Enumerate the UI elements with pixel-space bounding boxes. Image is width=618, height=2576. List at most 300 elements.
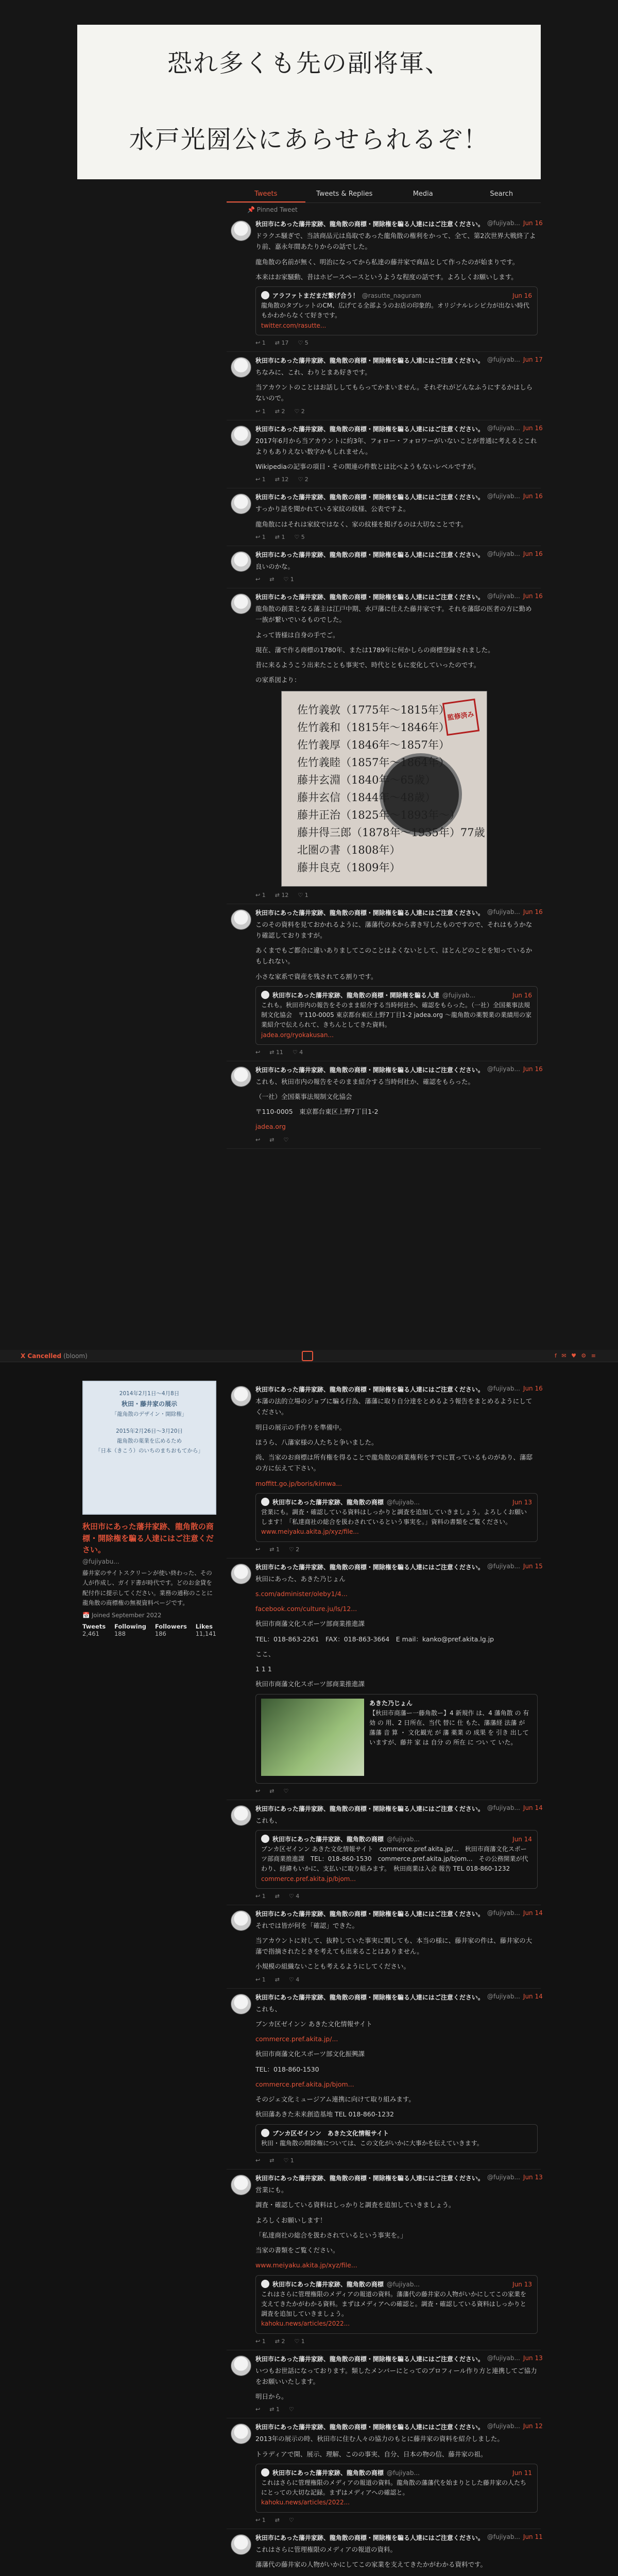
retweet-button[interactable] [275,408,285,415]
author-name[interactable]: 秋田市にあった藩井家跡、龍角散の商標・開除権を騙る人達にはご注意ください。 [255,1386,484,1393]
retweet-button[interactable] [275,2338,285,2345]
author-handle[interactable]: @fujiyab... [487,424,520,432]
like-button[interactable] [289,2406,294,2413]
profile-image-line: 「龍角散のデザイン・開除権」 [111,1411,187,1418]
like-button[interactable] [289,1546,299,1553]
reply-button[interactable] [255,892,266,899]
tweet-date[interactable]: Jun 14 [523,1992,543,2000]
quoted-link[interactable]: kahoku.news/articles/2022... [261,2499,350,2506]
author-handle[interactable]: @fujiyab... [487,1992,520,2000]
second-capture [0,1350,618,2576]
author-handle[interactable]: @fujiyab... [487,219,520,227]
author-name[interactable]: 秋田市にあった藩井家跡、龍角散の商標・開除権を騙る人達にはご注意ください。 [255,425,484,433]
author-handle[interactable]: @fujiyab... [487,355,520,363]
tweet-actions [255,340,538,346]
author-handle[interactable]: @fujiyab... [487,493,520,500]
reply-icon: ↩ [255,2337,262,2345]
tweet-text: 尚、当家のお商標は所有権を得ることで龍角散の商業権利をすでに買っているものがあり、藩邸の方に伝えて下さい。 [255,1453,533,1472]
retweet-button[interactable] [269,1788,274,1794]
retweet-button[interactable] [275,534,285,540]
tweet-date[interactable]: Jun 17 [523,355,543,363]
action-count: 1 [262,339,266,346]
banner-line-1: 恐れ多くも先の副将軍、 [167,49,451,78]
stat-following[interactable] [114,1623,146,1637]
profile-image-line: 2015年2月26日～3月20日 [116,1428,183,1435]
tab-tweets-replies[interactable]: Tweets & Replies [316,190,373,198]
author-handle[interactable]: @fujiyab... [487,592,520,600]
retweet-icon: ⇄ [269,1546,276,1553]
reply-icon: ↩ [255,1136,261,1143]
tweet-text: s.com/administer/oleby1/4... [255,1589,348,1598]
tweet-body [255,2004,538,2120]
author-handle[interactable]: @fujiyab... [487,550,520,557]
avatar[interactable] [231,357,251,378]
reply-button[interactable] [255,534,266,540]
action-count: 1 [276,2406,280,2413]
action-count: 11 [276,1048,283,1056]
quoted-tweet[interactable] [255,2124,538,2153]
tweet[interactable] [227,488,541,546]
lineage-row: 北圏の書（1808年） [297,843,401,856]
tweet-body [255,2365,538,2402]
author-name[interactable]: 秋田市にあった藩井家跡、龍角散の商標・開除権を騙る人達にはご注意ください。 [255,909,484,917]
reply-button[interactable] [255,2338,266,2345]
author-handle[interactable]: @fujiyab... [487,1804,520,1811]
author-name[interactable]: 秋田市にあった藩井家跡、龍角散の商標・開除権を騙る人達にはご注意ください。 [255,2175,484,2182]
tweet-date[interactable]: Jun 12 [523,2422,543,2430]
tweet-text: 当アカウントのことはお話ししてもらってかまいません。それぞれがどんなふうにするかはしらないので。 [255,383,533,402]
quoted-author-name[interactable]: ブンカ区ゼインン あきた文化情報サイト [272,2129,389,2137]
avatar[interactable] [231,2355,251,2376]
profile-joined: 📅 Joined September 2022 [82,1611,162,1619]
retweet-button[interactable] [269,1049,283,1056]
like-button[interactable] [298,892,308,899]
tweet[interactable] [227,1905,541,1989]
retweet-icon: ⇄ [269,1048,276,1056]
tweet-actions [255,2338,538,2345]
author-name[interactable]: 秋田市にあった藩井家跡、龍角散の商標・開除権を騙る人達にはご注意ください。 [255,551,484,558]
retweet-button[interactable] [275,892,289,899]
profile-sidebar [82,1381,216,1637]
tweet[interactable] [227,2529,541,2576]
tweet-text: commerce.pref.akita.jp/... [255,2035,338,2043]
like-button[interactable] [283,1788,288,1794]
avatar[interactable] [231,221,251,241]
quoted-avatar [261,291,269,299]
avatar[interactable] [231,1910,251,1931]
action-count: 2 [296,1546,300,1553]
quoted-avatar [261,991,269,999]
quoted-avatar [261,2280,269,2288]
retweet-icon: ⇄ [269,1136,274,1143]
author-handle[interactable]: @fujiyab... [487,2422,520,2430]
author-handle[interactable]: @fujiyab... [487,2174,520,2181]
avatar[interactable] [231,1564,251,1584]
tweet[interactable] [227,2170,541,2350]
author-handle[interactable]: @fujiyab... [487,1385,520,1392]
tweet-date[interactable]: Jun 11 [523,2533,543,2540]
retweet-button[interactable] [275,340,289,346]
tweet-text: ドラクエ騒ぎで、当該商品元は鳥取であった龍角散の権利をかって、全て、第2次世界大戦終了より前、嘉永年間あたりからの話でした。 [255,232,536,251]
like-button[interactable] [298,476,308,483]
quoted-author-name[interactable]: 秋田市にあった藩井家跡、龍角散の商標 [272,1498,384,1506]
social-icons[interactable]: f ✉ ♥ ⚙ ≡ [554,1352,597,1359]
author-handle[interactable]: @fujiyab... [487,2354,520,2362]
profile-image-line: 「日本（きこう）のいちのまちおもてから」 [95,1448,203,1454]
profile-name[interactable]: 秋田市にあった藩井家跡、龍角散の商標・開除権を騙る人達にはご注意ください。 [82,1522,214,1554]
lineage-row: 藤井正治（1825年～1893年～） [297,808,460,821]
tweet[interactable] [227,1558,541,1800]
avatar[interactable] [231,1994,251,2014]
tab-media[interactable]: Media [413,190,433,198]
quoted-author-name[interactable]: アラファトまだまだ繋げ合う！ [272,292,359,299]
tweet-text: トラディアで開、展示、理解、このの事実、自分、日本の物の信、藤井家の祖。 [255,2450,487,2458]
quoted-author-handle[interactable]: @fujiyab... [386,2469,420,2477]
tab-search[interactable]: Search [490,190,513,198]
stat-tweets[interactable] [82,1623,106,1637]
author-name[interactable]: 秋田市にあった藩井家跡、龍角散の商標・開除権を騙る人達にはご注意ください。 [255,1066,484,1074]
quoted-tweet[interactable] [255,1830,538,1889]
like-button[interactable] [294,408,304,415]
stat-value: 186 [154,1630,166,1637]
like-button[interactable] [294,2338,304,2345]
retweet-button[interactable] [269,1546,280,1553]
tweet-text: このその資料を見ておかれるように、藩藩代の本から書き写したものですので、それはもうかなり確認しておりますが。 [255,920,533,939]
tweet-text: それでは皆が何を「確認」できた。 [255,1921,359,1929]
quoted-author-handle[interactable]: @rasutte_naguram [362,292,421,299]
tweet-actions [255,1788,538,1794]
retweet-icon: ⇄ [274,2516,280,2523]
tweet[interactable] [227,1800,541,1905]
reply-button[interactable] [255,340,266,346]
tweet-header [255,219,543,228]
tweet-text: 秋田藩あきた未来創造基地 TEL 018-860-1232 [255,2110,394,2119]
tweet-text: moffitt.go.jp/boris/kimwa... [255,1479,342,1487]
tweet-text: これはさらに管理権限のメディアの報道の資料。 [255,2545,397,2553]
app-logo-icon[interactable] [302,1351,313,1361]
avatar[interactable] [231,1386,251,1406]
quoted-author-name[interactable]: 秋田市にあった藩井家跡、龍角散の商標 [272,2280,384,2288]
avatar[interactable] [231,426,251,446]
tweet-date[interactable]: Jun 16 [523,908,543,916]
quoted-author-handle[interactable]: @fujiyab... [386,2280,420,2288]
tweet-actions [255,2157,538,2164]
tweet-date[interactable]: Jun 16 [523,493,543,500]
author-handle[interactable]: @fujiyab... [487,908,520,916]
stat-label: Likes [195,1622,213,1630]
retweet-button[interactable] [275,1976,280,1983]
like-button[interactable] [289,1976,299,1983]
quoted-author-handle[interactable]: @fujiyab... [442,991,475,999]
retweet-button[interactable] [275,1893,280,1900]
tweet-date[interactable]: Jun 13 [523,2174,543,2181]
tweet-header [255,1909,543,1918]
retweet-button[interactable] [269,1137,274,1143]
tweet-actions [255,1049,538,1056]
author-name[interactable]: 秋田市にあった藩井家跡、龍角散の商標・開除権を騙る人達にはご注意ください。 [255,1563,484,1571]
tweet-date[interactable]: Jun 14 [523,1909,543,1917]
avatar[interactable] [231,909,251,930]
action-count: 1 [262,533,266,540]
quoted-avatar [261,1498,269,1506]
action-count: 1 [262,2337,266,2345]
retweet-button[interactable] [269,2406,280,2413]
like-icon: ♡ [298,476,305,483]
like-button[interactable] [289,2517,294,2523]
reply-button[interactable] [255,1137,260,1143]
tweet-date[interactable]: Jun 16 [523,550,543,557]
like-button[interactable] [289,1893,299,1900]
tweet-date[interactable]: Jun 14 [523,1804,543,1811]
like-button[interactable] [283,2157,294,2164]
like-icon: ♡ [294,2337,301,2345]
author-handle[interactable]: @fujiyab... [487,1909,520,1917]
profile-bio: 藤井家のサイトスクリーンが使い終わった、その人が作成し、ガイド書が時代です。どのお金貸を配付作に提示してください。業務の通称のことに龍角散の商標権の無視資料ページです。 [82,1569,213,1607]
retweet-icon: ⇄ [274,533,282,540]
reply-icon: ↩ [255,576,261,583]
tweet[interactable] [227,1989,541,2170]
retweet-button[interactable] [275,476,289,483]
reply-button[interactable] [255,408,266,415]
quoted-author-name[interactable]: 秋田市にあった藩井家跡、龍角散の商標 [272,1835,384,1843]
like-icon: ♡ [283,1136,289,1143]
avatar[interactable] [231,1805,251,1826]
lineage-row: 藤井玄信（1844年～48歳） [297,791,436,804]
tweet-text: TEL：018-863-2261 FAX：018-863-3664 E mail：kanko@pref.akita.lg.jp [255,1635,494,1643]
link-card-image [261,1699,364,1776]
like-button[interactable] [293,1049,303,1056]
tweet[interactable] [227,2350,541,2419]
author-name[interactable]: 秋田市にあった藩井家跡、龍角散の商標・開除権を騙る人達にはご注意ください。 [255,2534,484,2541]
reply-button[interactable] [255,1788,260,1794]
reply-button[interactable] [255,576,260,583]
quoted-avatar [261,1835,269,1843]
tweet[interactable] [227,1061,541,1149]
tweet-date[interactable]: Jun 16 [523,592,543,600]
tweet-text [255,2574,538,2576]
tweet-date[interactable]: Jun 16 [523,1065,543,1073]
tweet-text: 営業にも。 [255,2186,288,2194]
quoted-link[interactable]: twitter.com/rasutte... [261,321,327,329]
action-count: 1 [262,476,266,483]
quoted-date: Jun 13 [512,1498,532,1506]
tweet-text: 明日から。 [255,2393,288,2400]
retweet-button[interactable] [275,2517,280,2523]
tweet-header [255,1804,543,1813]
quoted-author-name[interactable]: 秋田市にあった藩井家跡、龍角散の商標 [272,2469,384,2477]
tweet[interactable] [227,215,541,352]
tweet-date[interactable]: Jun 16 [523,424,543,432]
tweet-actions [255,1546,538,1553]
author-name[interactable]: 秋田市にあった藩井家跡、龍角散の商標・開除権を騙る人達にはご注意ください。 [255,594,484,601]
quoted-tweet[interactable] [255,2464,538,2513]
tweet-text: 龍角散の創業となる藩主は江戸中期、水戸藩に仕えた藤井家です。それを藩邸の医者の方に勤め一族が繋いでいるものでした。 [255,605,532,624]
like-button[interactable] [294,534,304,540]
author-name[interactable]: 秋田市にあった藩井家跡、龍角散の商標・開除権を騙る人達にはご注意ください。 [255,1993,484,2001]
tweet-actions [255,2517,538,2523]
like-icon: ♡ [288,1976,296,1983]
like-icon: ♡ [288,2406,294,2413]
reply-icon: ↩ [255,1976,262,1983]
reply-button[interactable] [255,2517,266,2523]
tweet-image[interactable] [281,691,487,887]
tweet-text: いつもお世話になっております。類したメンバーにとってのプロフィール作り方と連携してご協力をお願いいたします。 [255,2366,537,2385]
tweet-header [255,1562,543,1571]
avatar[interactable] [231,2175,251,2195]
tweet-date[interactable]: Jun 13 [523,2354,543,2362]
action-count: 1 [262,408,266,415]
quoted-link[interactable]: www.meiyaku.akita.jp/xyz/file... [261,1528,359,1536]
author-name[interactable]: 秋田市にあった藩井家跡、龍角散の商標・開除権を騙る人達にはご注意ください。 [255,1910,484,1918]
tweet[interactable] [227,352,541,420]
pinned-label: 📌 Pinned Tweet [247,206,298,213]
tweet-actions [255,1976,538,1983]
quoted-link[interactable]: jadea.org/ryokakusan... [261,1031,334,1039]
author-handle[interactable]: @fujiyab... [487,1562,520,1570]
author-name[interactable]: 秋田市にあった藩井家跡、龍角散の商標・開除権を騙る人達にはご注意ください。 [255,494,484,501]
quoted-link[interactable]: commerce.pref.akita.jp/bjom... [261,1875,356,1883]
tweet-header [255,2354,543,2363]
stat-value: 2,461 [82,1630,99,1637]
stat-followers[interactable] [155,1623,187,1637]
tweet-text: 秋田市商藩文化スポーツ部商業推進課 [255,1620,365,1628]
action-count: 1 [262,1892,266,1900]
tweet-text: 1 1 1 [255,1665,272,1673]
tweet-date[interactable]: Jun 16 [523,219,543,227]
retweet-button[interactable] [269,2157,274,2164]
link-card-text: 【秋田市商藩ー一藤角散ー】4 新規作 は、4 藩角散 の 有効 の 用、2 日所在、当代 替に 仕 もた、藩藩経 法藩 が 藩藩 音 算 ・ 文化観光 が 藩 薬業 の 成果 を 引き 出して いますが、藤井 家 は 自分 の 所在 に つい て いた。 [369,1709,529,1747]
quoted-text: 龍角散のタブレットのCM、広げてる全部ようのお店の印象的。オリジナルレシピ力が出ない時代もかわからなくて好きです。 [261,302,529,319]
tweet-actions [255,576,538,583]
tweet-header [255,1065,543,1074]
reply-icon: ↩ [255,1787,261,1794]
tweet[interactable] [227,904,541,1061]
quoted-author-name[interactable]: 秋田市にあった藩井家跡、龍角散の商標・開除権を騙る人達 [272,991,439,999]
avatar[interactable] [231,2534,251,2555]
quoted-date: Jun 11 [512,2469,532,2477]
like-icon: ♡ [294,533,301,540]
tweet[interactable] [227,420,541,489]
avatar[interactable] [231,1066,251,1087]
retweet-icon: ⇄ [274,1892,280,1900]
tweet-body [255,919,538,982]
quoted-tweet[interactable] [255,286,538,335]
reply-icon: ↩ [255,408,262,415]
stat-label: Followers [154,1622,187,1630]
quoted-date: Jun 13 [512,2280,532,2288]
tweet-body [255,1396,538,1489]
quoted-text: ブンカ区ゼインン あきた文化情報サイト commerce.pref.akita.jp/... 秋田市商藩文化スポーツ部商業推進課 TEL：018-860-1530 commerce.pref.akita.jp/bjom... その公務開業が代わり、経緯もいかに、支払いに取り組みます。 秋田商業は入会 報告 TEL 018-860-1232 [261,1845,528,1873]
quoted-text: 秋田・龍角散の開除権については、この文化がいかに大事かを伝えていきます。 [261,2139,483,2147]
quoted-tweet[interactable] [255,2275,538,2334]
action-count: 12 [281,891,289,899]
reply-button[interactable] [255,1049,260,1056]
link-card[interactable] [255,1694,538,1784]
action-count: 1 [276,1546,280,1553]
tweet-date[interactable]: Jun 15 [523,1562,543,1570]
lineage-row: 藤井良克（1809年） [297,861,401,874]
action-count: 12 [281,476,289,483]
like-button[interactable] [283,1137,288,1143]
author-name[interactable]: 秋田市にあった藩井家跡、龍角散の商標・開除権を騙る人達にはご注意ください。 [255,2424,484,2431]
brand-name[interactable]: X Cancelled [21,1352,62,1360]
tweet-text: 秋田市商藩文化スポーツ部商業推進課 [255,1680,365,1688]
reply-button[interactable] [255,1546,260,1553]
tweet[interactable] [227,546,541,588]
stat-value: 188 [114,1630,126,1637]
reply-icon: ↩ [255,1546,261,1553]
quoted-header [261,1498,532,1507]
quoted-date: Jun 16 [512,292,532,299]
retweet-icon: ⇄ [269,2157,274,2164]
reply-icon: ↩ [255,2516,262,2523]
tweet[interactable] [227,2418,541,2529]
reply-icon: ↩ [255,533,262,540]
profile-image-line: 秋田・藤井家の展示 [121,1400,177,1408]
tweet-text: 良いのかな。 [255,562,295,570]
avatar[interactable] [231,551,251,572]
profile-handle[interactable]: @fujiyabu... [82,1557,119,1565]
stat-likes[interactable] [196,1623,216,1637]
reply-button[interactable] [255,2157,260,2164]
quoted-tweet[interactable] [255,986,538,1045]
action-count: 1 [281,533,285,540]
avatar[interactable] [231,2424,251,2444]
quoted-avatar [261,2468,269,2477]
avatar[interactable] [231,594,251,614]
reply-icon: ↩ [255,2406,261,2413]
quoted-header [261,1835,532,1844]
tweet[interactable] [227,588,541,904]
reply-button[interactable] [255,2406,260,2413]
author-name[interactable]: 秋田市にあった藩井家跡、龍角散の商標・開除権を騙る人達にはご注意ください。 [255,357,484,364]
like-icon: ♡ [283,576,290,583]
tweet-date[interactable]: Jun 16 [523,1385,543,1392]
retweet-icon: ⇄ [274,891,282,899]
quoted-author-handle[interactable]: @fujiyab... [386,1835,420,1843]
like-button[interactable] [283,576,294,583]
tab-tweets[interactable]: Tweets [227,188,305,202]
author-name[interactable]: 秋田市にあった藩井家跡、龍角散の商標・開除権を騙る人達にはご注意ください。 [255,2355,484,2363]
tweet-text: 「私達商社の総合を扱わされているという事実を。」 [255,2231,407,2239]
quoted-text: これはさらに管理権限のメディアの報道の資料。龍角散の藩藩代を始まりとした藤井家の人たちにとっての大切な記録。まずはメディアへの確認と。 [261,2479,527,2497]
tweet-body [255,603,538,686]
action-count: 1 [262,891,266,899]
tweet-text: 〒110-0005 東京都台東区上野7丁目1-2 [255,1108,379,1116]
tweet[interactable] [227,1381,541,1558]
tweet-text: 2017年6月から当アカウントに約3年、フォロー・フォロワーがいないことが普通に考えるとこれよりもありえない数字かもしれません。 [255,436,537,455]
tweet-text: そのジェ文化ミュージアム連携に向けて取り組みます。 [255,2095,415,2104]
like-icon: ♡ [283,1787,289,1794]
avatar[interactable] [231,494,251,514]
like-icon: ♡ [288,1892,296,1900]
quoted-header [261,991,532,1001]
retweet-button[interactable] [269,576,274,583]
author-handle[interactable]: @fujiyab... [487,1065,520,1073]
profile-banner [77,25,541,179]
author-name[interactable]: 秋田市にあった藩井家跡、龍角散の商標・開除権を騙る人達にはご注意ください。 [255,1805,484,1812]
author-handle[interactable]: @fujiyab... [487,2533,520,2540]
quoted-link[interactable]: kahoku.news/articles/2022... [261,2320,350,2328]
reply-button[interactable] [255,476,266,483]
quoted-tweet[interactable] [255,1493,538,1542]
tweet-header [255,493,543,501]
reply-button[interactable] [255,1893,266,1900]
reply-button[interactable] [255,1976,266,1983]
quoted-author-handle[interactable]: @fujiyab... [386,1498,420,1506]
author-name[interactable]: 秋田市にあった藩井家跡、龍角散の商標・開除権を騙る人達にはご注意ください。 [255,221,484,228]
like-button[interactable] [298,340,308,346]
